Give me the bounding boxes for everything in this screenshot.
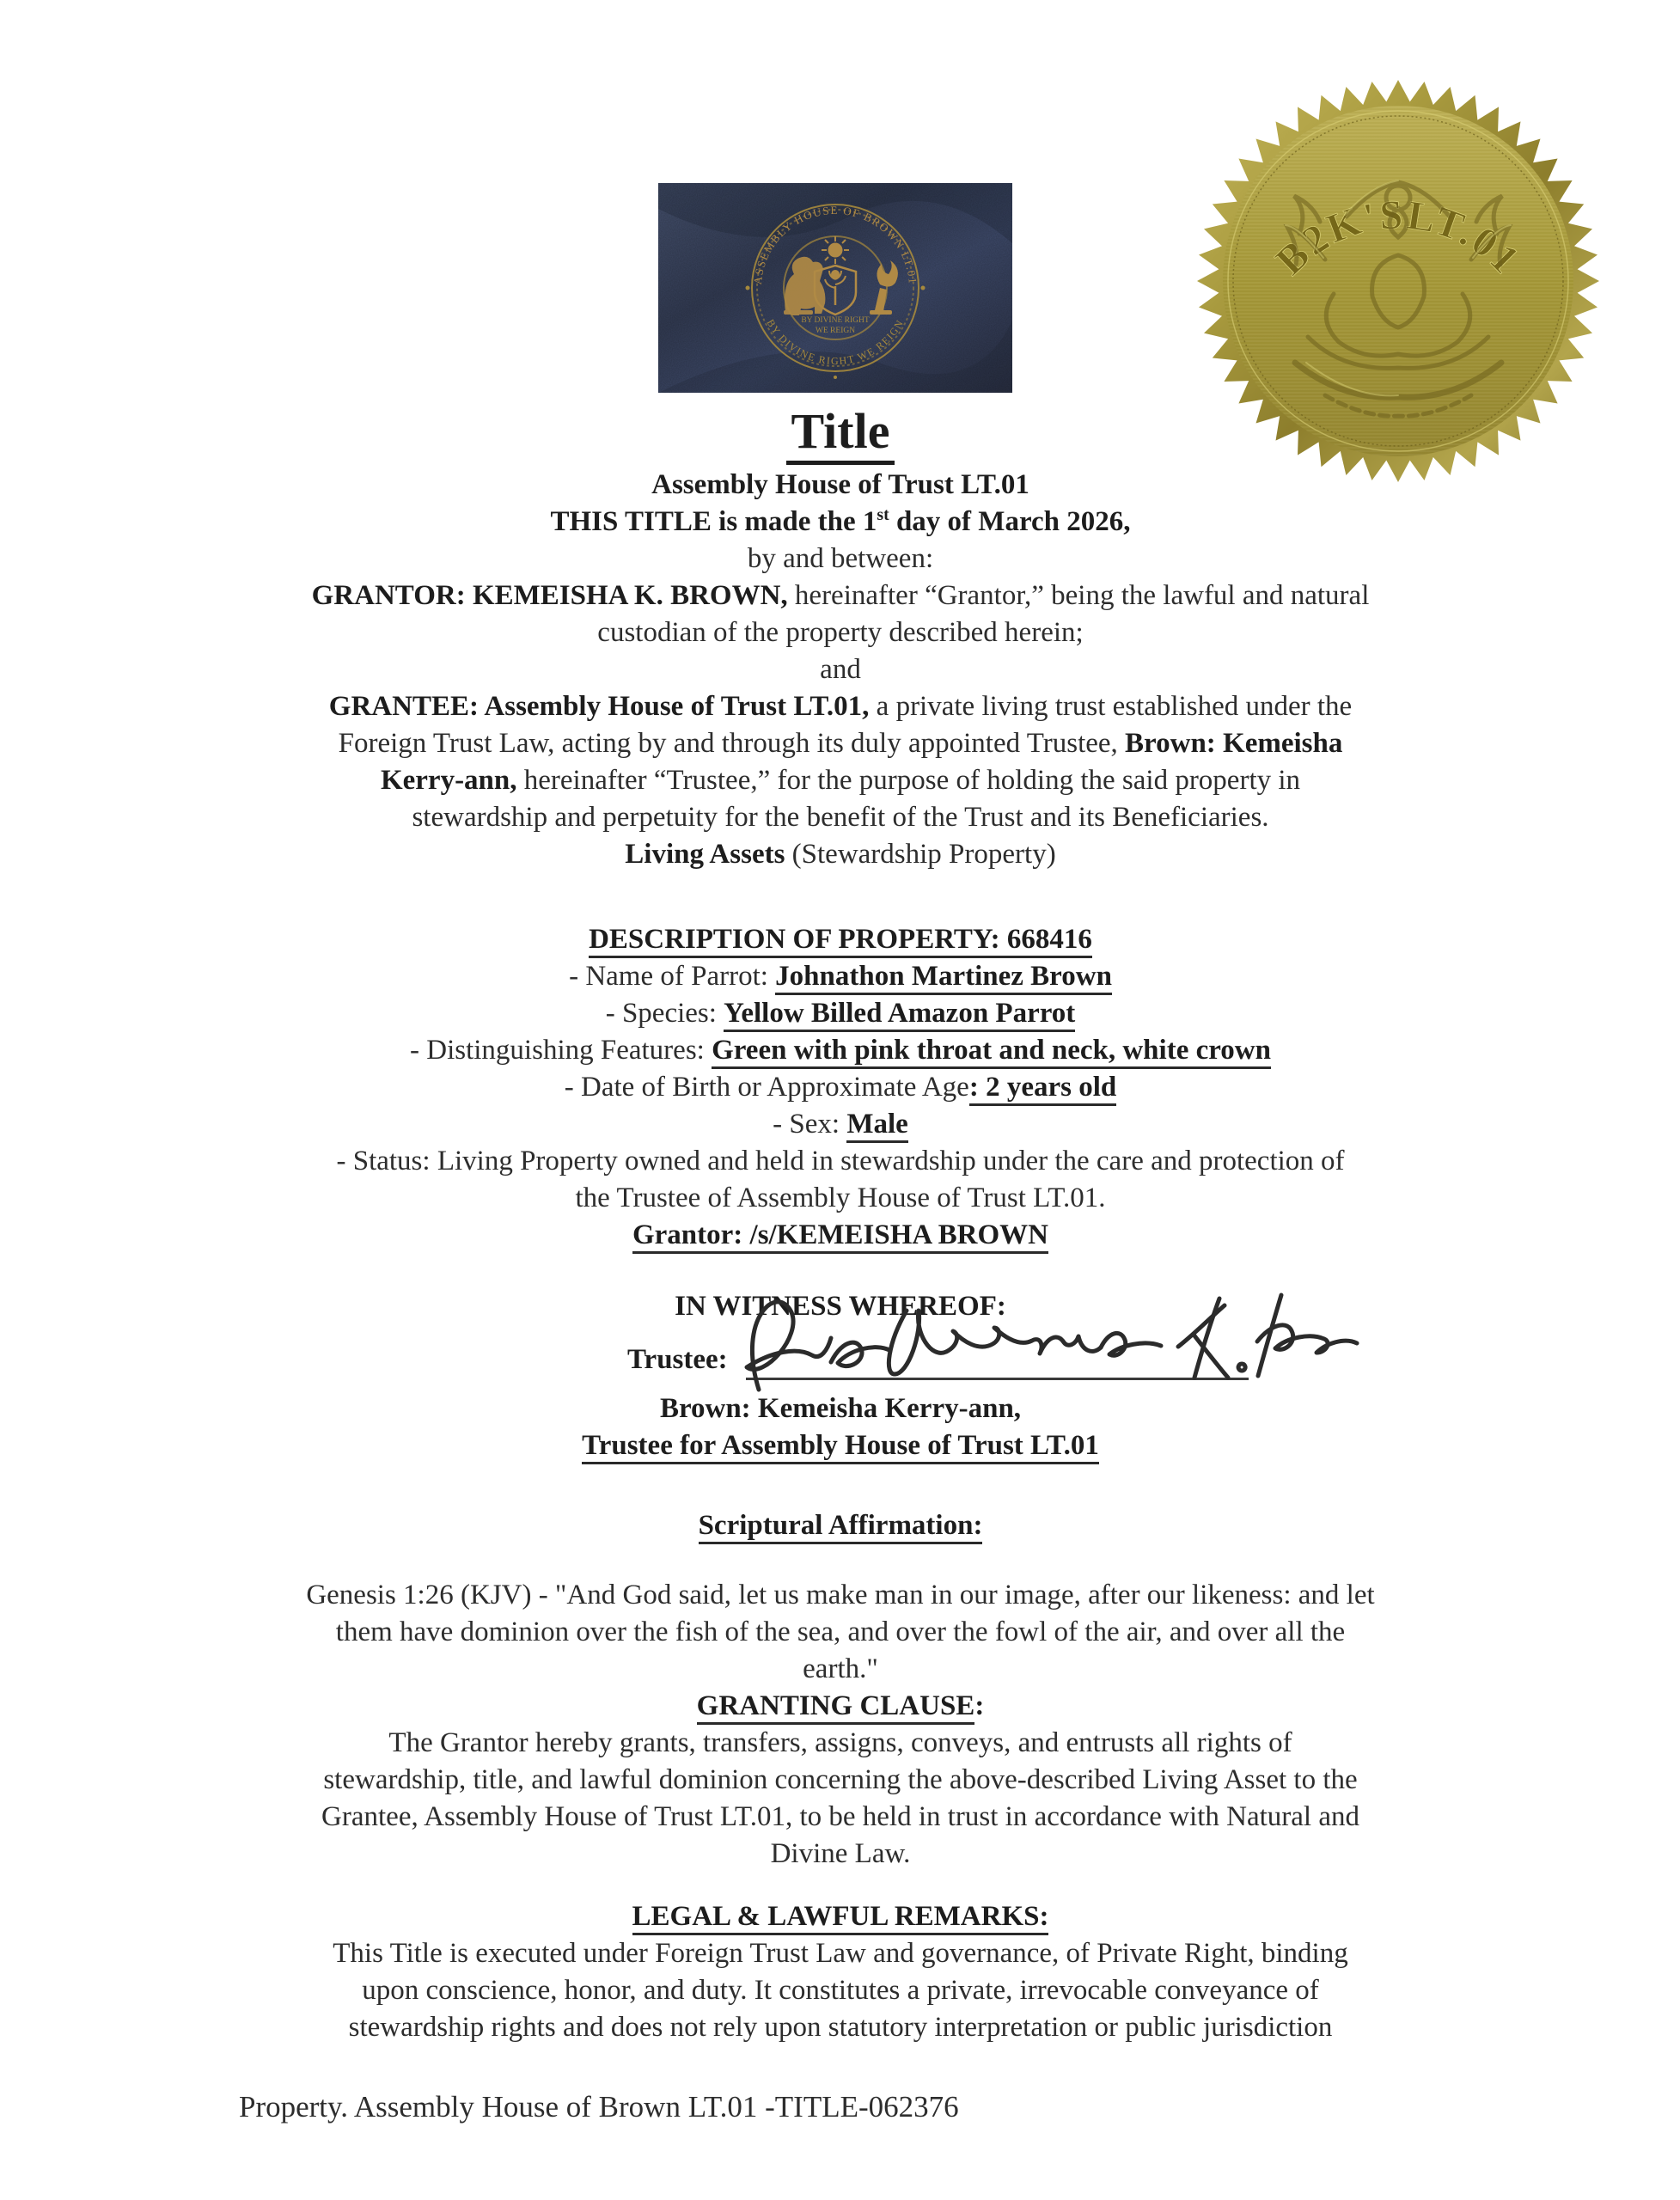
legal-line-1: This Title is executed under Foreign Trust Law and governance, of Private Right, binding [333, 1938, 1348, 1969]
legal-heading: LEGAL & LAWFUL REMARKS: [239, 1898, 1442, 1935]
flag-arc-top-text: ASSEMBLY HOUSE OF BROWN LT.01 [750, 203, 919, 285]
grantor-line-2: custodian of the property described herein; [597, 617, 1084, 648]
sex-line: - Sex: Male [239, 1106, 1442, 1143]
made-date-line: THIS TITLE is made the 1st day of March 2026, [550, 505, 1131, 537]
sun-icon [822, 236, 849, 264]
age-line: - Date of Birth or Approximate Age: 2 years old [239, 1069, 1442, 1106]
trust-flag-image [658, 183, 1012, 393]
status-line-1: - Status: Living Property owned and held in stewardship under the care and protection of [336, 1146, 1345, 1176]
status-line-2: the Trustee of Assembly House of Trust LT.01. [575, 1182, 1106, 1213]
seal-label-text: B2K'SLT.01 [1267, 192, 1530, 284]
trustee-signature-row [239, 1325, 1442, 1390]
scriptural-heading: Scriptural Affirmation: [239, 1507, 1442, 1544]
footer-reference: Property. Assembly House of Brown LT.01 -TITLE-062376 [239, 2090, 959, 2124]
genesis-line-3: earth." [803, 1653, 878, 1684]
granting-heading: GRANTING CLAUSE: [239, 1688, 1442, 1725]
grantee-line-1: GRANTEE: Assembly House of Trust LT.01, a private living trust established under the [328, 691, 1353, 722]
title-line [239, 404, 1442, 467]
granting-line-4: Divine Law. [770, 1838, 911, 1869]
grantee-line-3: Kerry-ann, hereinafter “Trustee,” for the purpose of holding the said property in [380, 765, 1301, 796]
granting-line-3: Grantee, Assembly House of Trust LT.01, to be held in trust in accordance with Natural and [321, 1801, 1359, 1832]
legal-line-3: stewardship rights and does not rely upon statutory interpretation or public jurisdiction [348, 2012, 1333, 2043]
document-body [239, 404, 1442, 2046]
genesis-line-2: them have dominion over the fish of the sea, and over the fowl of the air, and over all the [335, 1616, 1346, 1647]
svg-text:BY DIVINE RIGHT: BY DIVINE RIGHT [801, 316, 870, 325]
and-line: and [820, 654, 861, 685]
parrot-name-line: - Name of Parrot: Johnathon Martinez Brown [239, 958, 1442, 995]
legal-line-2: upon conscience, honor, and duty. It constitutes a private, irrevocable conveyance of [362, 1975, 1319, 2006]
subtitle-line: Assembly House of Trust LT.01 [651, 469, 1029, 500]
grantee-line-2: Foreign Trust Law, acting by and through its duly appointed Trustee, Brown: Kemeisha [338, 728, 1343, 759]
page-title: Title [786, 403, 895, 465]
granting-line-1: The Grantor hereby grants, transfers, assigns, conveys, and entrusts all rights of [388, 1727, 1292, 1758]
genesis-line-1: Genesis 1:26 (KJV) - "And God said, let us make man in our image, after our likeness: and let [306, 1580, 1375, 1610]
features-line: - Distinguishing Features: Green with pink throat and neck, white crown [239, 1032, 1442, 1069]
grantee-line-4: stewardship and perpetuity for the benefit of the Trust and its Beneficiaries. [412, 802, 1269, 833]
by-between-line: by and between: [747, 543, 934, 574]
flag-arc-bottom-text: BY DIVINE RIGHT WE REIGN [764, 317, 907, 367]
species-line: - Species: Yellow Billed Amazon Parrot [239, 995, 1442, 1032]
trustee-signature [707, 1261, 1463, 1407]
trustee-label: Trustee: [627, 1344, 728, 1375]
svg-text:WE REIGN: WE REIGN [815, 327, 856, 335]
grantor-signature-line: Grantor: /s/KEMEISHA BROWN [239, 1217, 1442, 1254]
ordinal-suffix: st [877, 505, 889, 524]
description-heading: DESCRIPTION OF PROPERTY: 668416 [239, 921, 1442, 958]
grantor-line-1: GRANTOR: KEMEISHA K. BROWN, hereinafter “Grantor,” being the lawful and natural [311, 580, 1370, 611]
living-assets-line: Living Assets (Stewardship Property) [625, 839, 1056, 870]
granting-line-2: stewardship, title, and lawful dominion concerning the above-described Living Asset to the [323, 1764, 1358, 1795]
trustee-name-line: Brown: Kemeisha Kerry-ann, [659, 1393, 1022, 1424]
witness-heading: IN WITNESS WHEREOF: [675, 1291, 1006, 1322]
trustee-title-line: Trustee for Assembly House of Trust LT.01 [239, 1427, 1442, 1464]
